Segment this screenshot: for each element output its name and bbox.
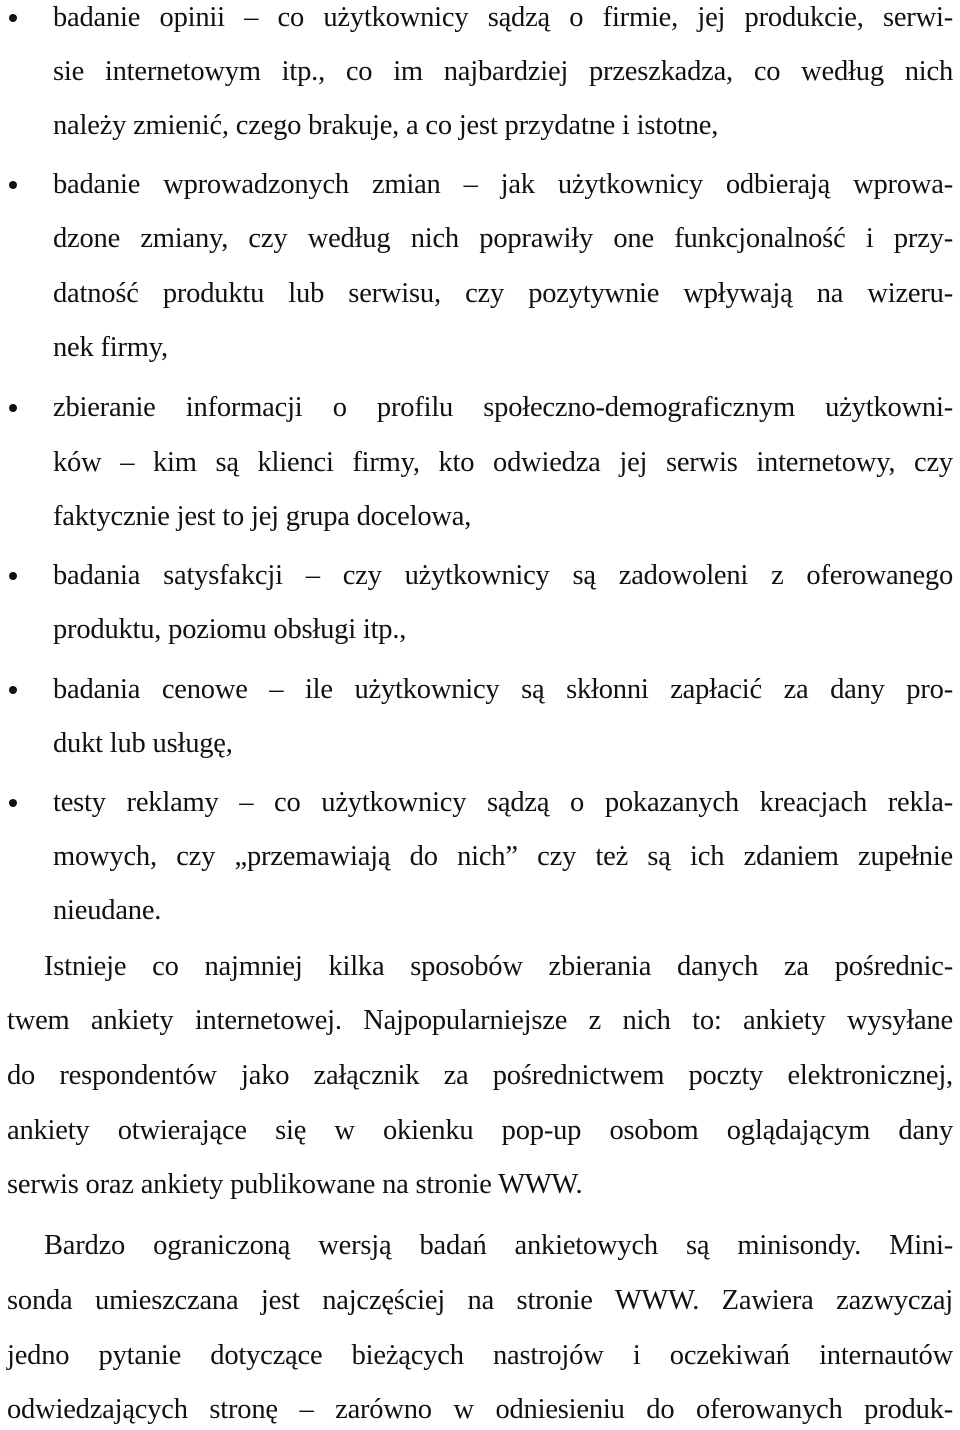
paragraph-line: serwis oraz ankiety publikowane na stronie WWW. (7, 1169, 583, 1200)
list-item-line: produktu, poziomu obsługi itp., (53, 614, 407, 645)
list-item-line: dukt lub usługę, (53, 728, 233, 759)
list-item-line: nek firmy, (53, 332, 168, 363)
paragraph-line: do respondentów jako załącznik za pośrednictwem poczty elektronicznej, (7, 1060, 953, 1091)
paragraph-line: Bardzo ograniczoną wersją badań ankietowych są minisondy. Mini- (44, 1230, 953, 1261)
list-item-line: dzone zmiany, czy według nich poprawiły one funkcjonalność i przy- (53, 223, 953, 254)
list-item-line: badanie wprowadzonych zmian – jak użytkownicy odbierają wprowa- (53, 169, 953, 200)
paragraph-line: ankiety otwierające się w okienku pop-up osobom oglądającym dany (7, 1115, 953, 1146)
list-item-line: zbieranie informacji o profilu społeczno-demograficznym użytkowni- (53, 392, 953, 423)
list-item-line: nieudane. (53, 895, 162, 926)
list-item-line: sie internetowym itp., co im najbardziej przeszkadza, co według nich (53, 56, 953, 87)
list-item-line: mowych, czy „przemawiają do nich” czy też są ich zdaniem zupełnie (53, 841, 953, 872)
list-item-line: badania satysfakcji – czy użytkownicy są zadowoleni z oferowanego (53, 560, 953, 591)
bullet-icon (9, 799, 17, 807)
paragraph-line: jedno pytanie dotyczące bieżących nastrojów i oczekiwań internautów (7, 1340, 953, 1371)
list-item-line: należy zmienić, czego brakuje, a co jest przydatne i istotne, (53, 110, 719, 141)
bullet-icon (9, 686, 17, 694)
paragraph-line: Istnieje co najmniej kilka sposobów zbierania danych za pośrednic- (44, 951, 953, 982)
bullet-icon (9, 181, 17, 189)
list-item-line: badanie opinii – co użytkownicy sądzą o firmie, jej produkcie, serwi- (53, 2, 953, 33)
paragraph-line: sonda umieszczana jest najczęściej na stronie WWW. Zawiera zazwyczaj (7, 1285, 953, 1316)
list-item-line: badania cenowe – ile użytkownicy są skłonni zapłacić za dany pro- (53, 674, 953, 705)
list-item-line: ków – kim są klienci firmy, kto odwiedza jej serwis internetowy, czy (53, 447, 953, 478)
list-item-line: faktycznie jest to jej grupa docelowa, (53, 501, 472, 532)
paragraph-line: twem ankiety internetowej. Najpopularniejsze z nich to: ankiety wysyłane (7, 1005, 953, 1036)
bullet-icon (9, 404, 17, 412)
bullet-icon (9, 572, 17, 580)
bullet-icon (9, 14, 17, 22)
list-item-line: datność produktu lub serwisu, czy pozytywnie wpływają na wizeru- (53, 278, 953, 309)
list-item-line: testy reklamy – co użytkownicy sądzą o pokazanych kreacjach rekla- (53, 787, 953, 818)
paragraph-line: odwiedzających stronę – zarówno w odniesieniu do oferowanych produk- (7, 1394, 953, 1425)
